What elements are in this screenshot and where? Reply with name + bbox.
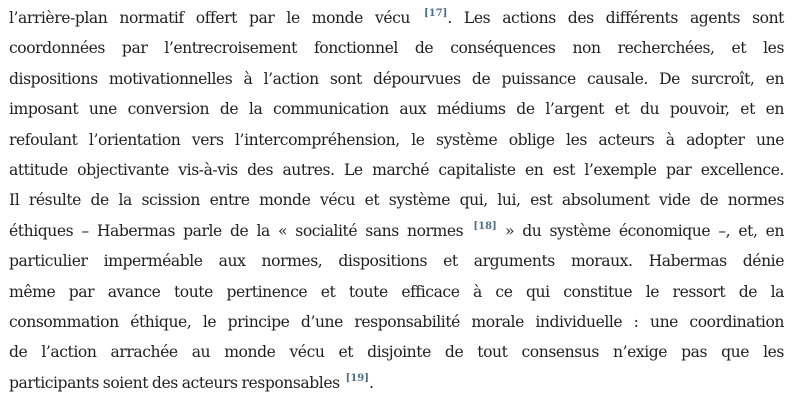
- line-text: l’arrière-plan normatif offert par le monde vécu: [9, 9, 422, 27]
- paragraph-line-5: refoulant l’orientation vers l’intercompréhension, le système oblige les acteurs à adopter une: [9, 130, 784, 149]
- line-text: participants soient des acteurs responsables: [9, 373, 344, 392]
- line-text: . Les actions des différents agents sont: [447, 9, 784, 27]
- paragraph-line-9: particulier imperméable aux normes, dispositions et arguments moraux. Habermas dénie: [9, 252, 784, 271]
- footnote-ref-19[interactable]: [19]: [345, 372, 369, 384]
- paragraph-line-7: Il résulte de la scission entre monde vécu et système qui, lui, est absolument vide de normes: [9, 191, 784, 210]
- paragraph-line-3: dispositions motivationnelles à l’action sont dépourvues de puissance causale. De surcroît, en: [9, 69, 784, 88]
- paragraph-line-2: coordonnées par l’entrecroisement fonctionnel de conséquences non recherchées, et les: [9, 39, 784, 58]
- paragraph-line-12: de l’action arrachée au monde vécu et disjointe de tout consensus n’exige pas que les: [9, 343, 784, 362]
- paragraph-line-10: même par avance toute pertinence et toute efficace à ce qui constitue le ressort de la: [9, 282, 784, 301]
- footnote-ref-17[interactable]: [17]: [424, 8, 448, 19]
- paragraph: [9, 3, 784, 398]
- paragraph-line-8: [9, 216, 784, 246]
- paragraph-line-1: [9, 3, 784, 33]
- paragraph-line-6: attitude objectivante vis-à-vis des autres. Le marché capitaliste en est l’exemple par excellence.: [9, 160, 784, 179]
- line-text: éthiques – Habermas parle de la « socialité sans normes: [9, 221, 472, 240]
- line-text: » du système économique –, et, en: [496, 221, 785, 240]
- paragraph-line-11: consommation éthique, le principe d’une responsabilité morale individuelle : une coordination: [9, 312, 784, 331]
- paragraph-line-4: imposant une conversion de la communication aux médiums de l’argent et du pouvoir, et en: [9, 100, 784, 119]
- footnote-ref-18[interactable]: [18]: [473, 220, 497, 232]
- paragraph-line-13: [9, 368, 784, 398]
- line-text: .: [368, 373, 374, 392]
